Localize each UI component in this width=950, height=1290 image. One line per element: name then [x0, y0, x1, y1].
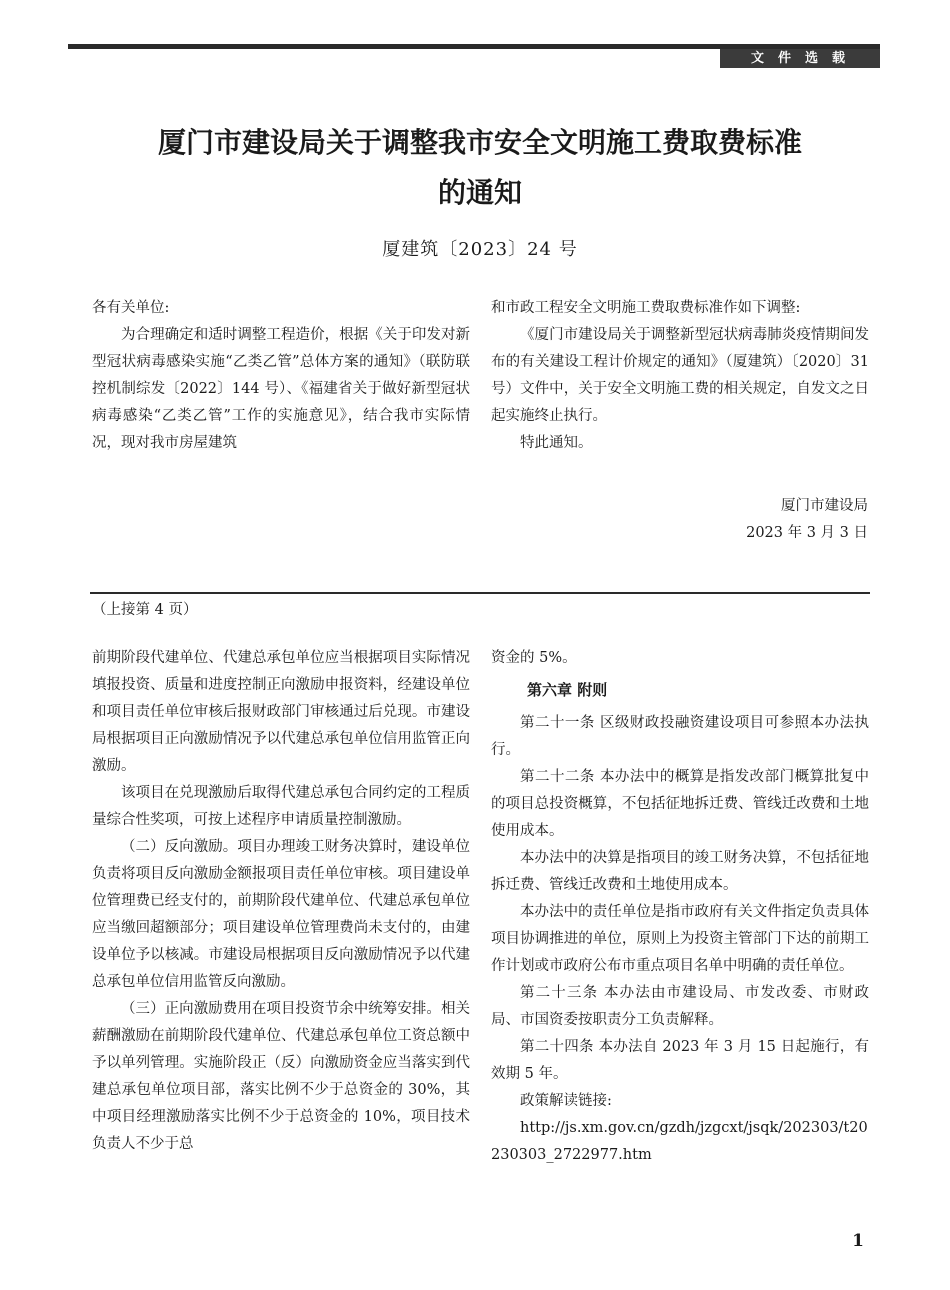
signer: 厦门市建设局	[781, 498, 868, 514]
body-paragraph: 资金的 5%。	[491, 650, 577, 666]
article-24: 第二十四条 本办法自 2023 年 3 月 15 日起施行，有效期 5 年。	[491, 1039, 869, 1082]
body-paragraph: 本办法中的决算是指项目的竣工财务决算，不包括征地拆迁费、管线迁改费和土地使用成本。	[491, 850, 869, 893]
policy-link[interactable]: http://js.xm.gov.cn/gzdh/jzgcxt/jsqk/202303/t20230303_2722977.htm	[491, 1120, 868, 1163]
notice-paragraph-1-end: 和市政工程安全文明施工费取费标准作如下调整:	[491, 300, 801, 316]
link-label: 政策解读链接:	[520, 1093, 612, 1109]
continued-note: （上接第 4 页）	[92, 602, 198, 618]
article-23: 第二十三条 本办法由市建设局、市发改委、市财政局、市国资委按职责分工负责解释。	[491, 985, 869, 1028]
salutation: 各有关单位:	[92, 300, 170, 316]
notice-paragraph-2: 《厦门市建设局关于调整新型冠状病毒肺炎疫情期间发布的有关建设工程计价规定的通知》（厦建筑）〔2020〕31 号）文件中，关于安全文明施工费的相关规定，自发文之日起实施终止执行。	[491, 327, 869, 424]
body-paragraph: （二）反向激励。项目办理竣工财务决算时，建设单位负责将项目反向激励金额报项目责任单位审核。项目建设单位管理费已经支付的，前期阶段代建单位、代建总承包单位应当缴回超额部分；项目建设单位管理费尚未支付的，由建设单位予以核减。市建设局根据项目反向激励情况予以代建总承包单位信用监管反向激励。	[92, 839, 470, 990]
document-number: 厦建筑〔2023〕24 号	[382, 239, 578, 260]
title-line-2: 的通知	[437, 176, 522, 209]
signature-date: 2023 年 3 月 3 日	[746, 525, 868, 541]
body-column-left	[92, 645, 470, 1158]
body-paragraph: 前期阶段代建单位、代建总承包单位应当根据项目实际情况填报投资、质量和进度控制正向激励申报资料，经建设单位和项目责任单位审核后报财政部门审核通过后兑现。市建设局根据项目正向激励情况予以代建总承包单位信用监管正向激励。	[92, 650, 470, 774]
article-21: 第二十一条 区级财政投融资建设项目可参照本办法执行。	[491, 715, 869, 758]
body-paragraph: 本办法中的责任单位是指市政府有关文件指定负责具体项目协调推进的单位，原则上为投资主管部门下达的前期工作计划或市政府公布市重点项目名单中明确的责任单位。	[491, 904, 869, 974]
notice-paragraph-1-text: 为合理确定和适时调整工程造价，根据《关于印发对新型冠状病毒感染实施“乙类乙管”总体方案的通知》（联防联控机制综发〔2022〕144 号）、《福建省关于做好新型冠状病毒感染“乙类乙管”工作的实施意见》，结合我市实际情况，现对我市房屋建筑	[92, 327, 470, 451]
article-22: 第二十二条 本办法中的概算是指发改部门概算批复中的项目总投资概算，不包括征地拆迁费、管线迁改费和土地使用成本。	[491, 769, 869, 839]
document-title	[90, 118, 870, 218]
page-number: 1	[852, 1231, 864, 1251]
notice-column-left	[92, 295, 470, 457]
signature-block	[746, 493, 868, 547]
body-paragraph: （三）正向激励费用在项目投资节余中统筹安排。相关薪酬激励在前期阶段代建单位、代建总承包单位工资总额中予以单列管理。实施阶段正（反）向激励资金应当落实到代建总承包单位项目部，落实比例不少于总资金的 30%，其中项目经理激励落实比例不少于总资金的 10%，项目技术负责人不少于总	[92, 1001, 470, 1152]
section-tag: 文件选载	[720, 49, 880, 68]
section-divider	[90, 592, 870, 594]
notice-column-right	[491, 295, 869, 457]
notice-paragraph-1	[92, 322, 470, 457]
body-paragraph: 该项目在兑现激励后取得代建总承包合同约定的工程质量综合性奖项，可按上述程序申请质量控制激励。	[92, 785, 470, 828]
chapter-heading: 第六章 附则	[527, 681, 608, 699]
notice-paragraph-3: 特此通知。	[520, 435, 593, 451]
body-column-right	[491, 645, 869, 1169]
title-line-1: 厦门市建设局关于调整我市安全文明施工费取费标准	[157, 126, 802, 159]
